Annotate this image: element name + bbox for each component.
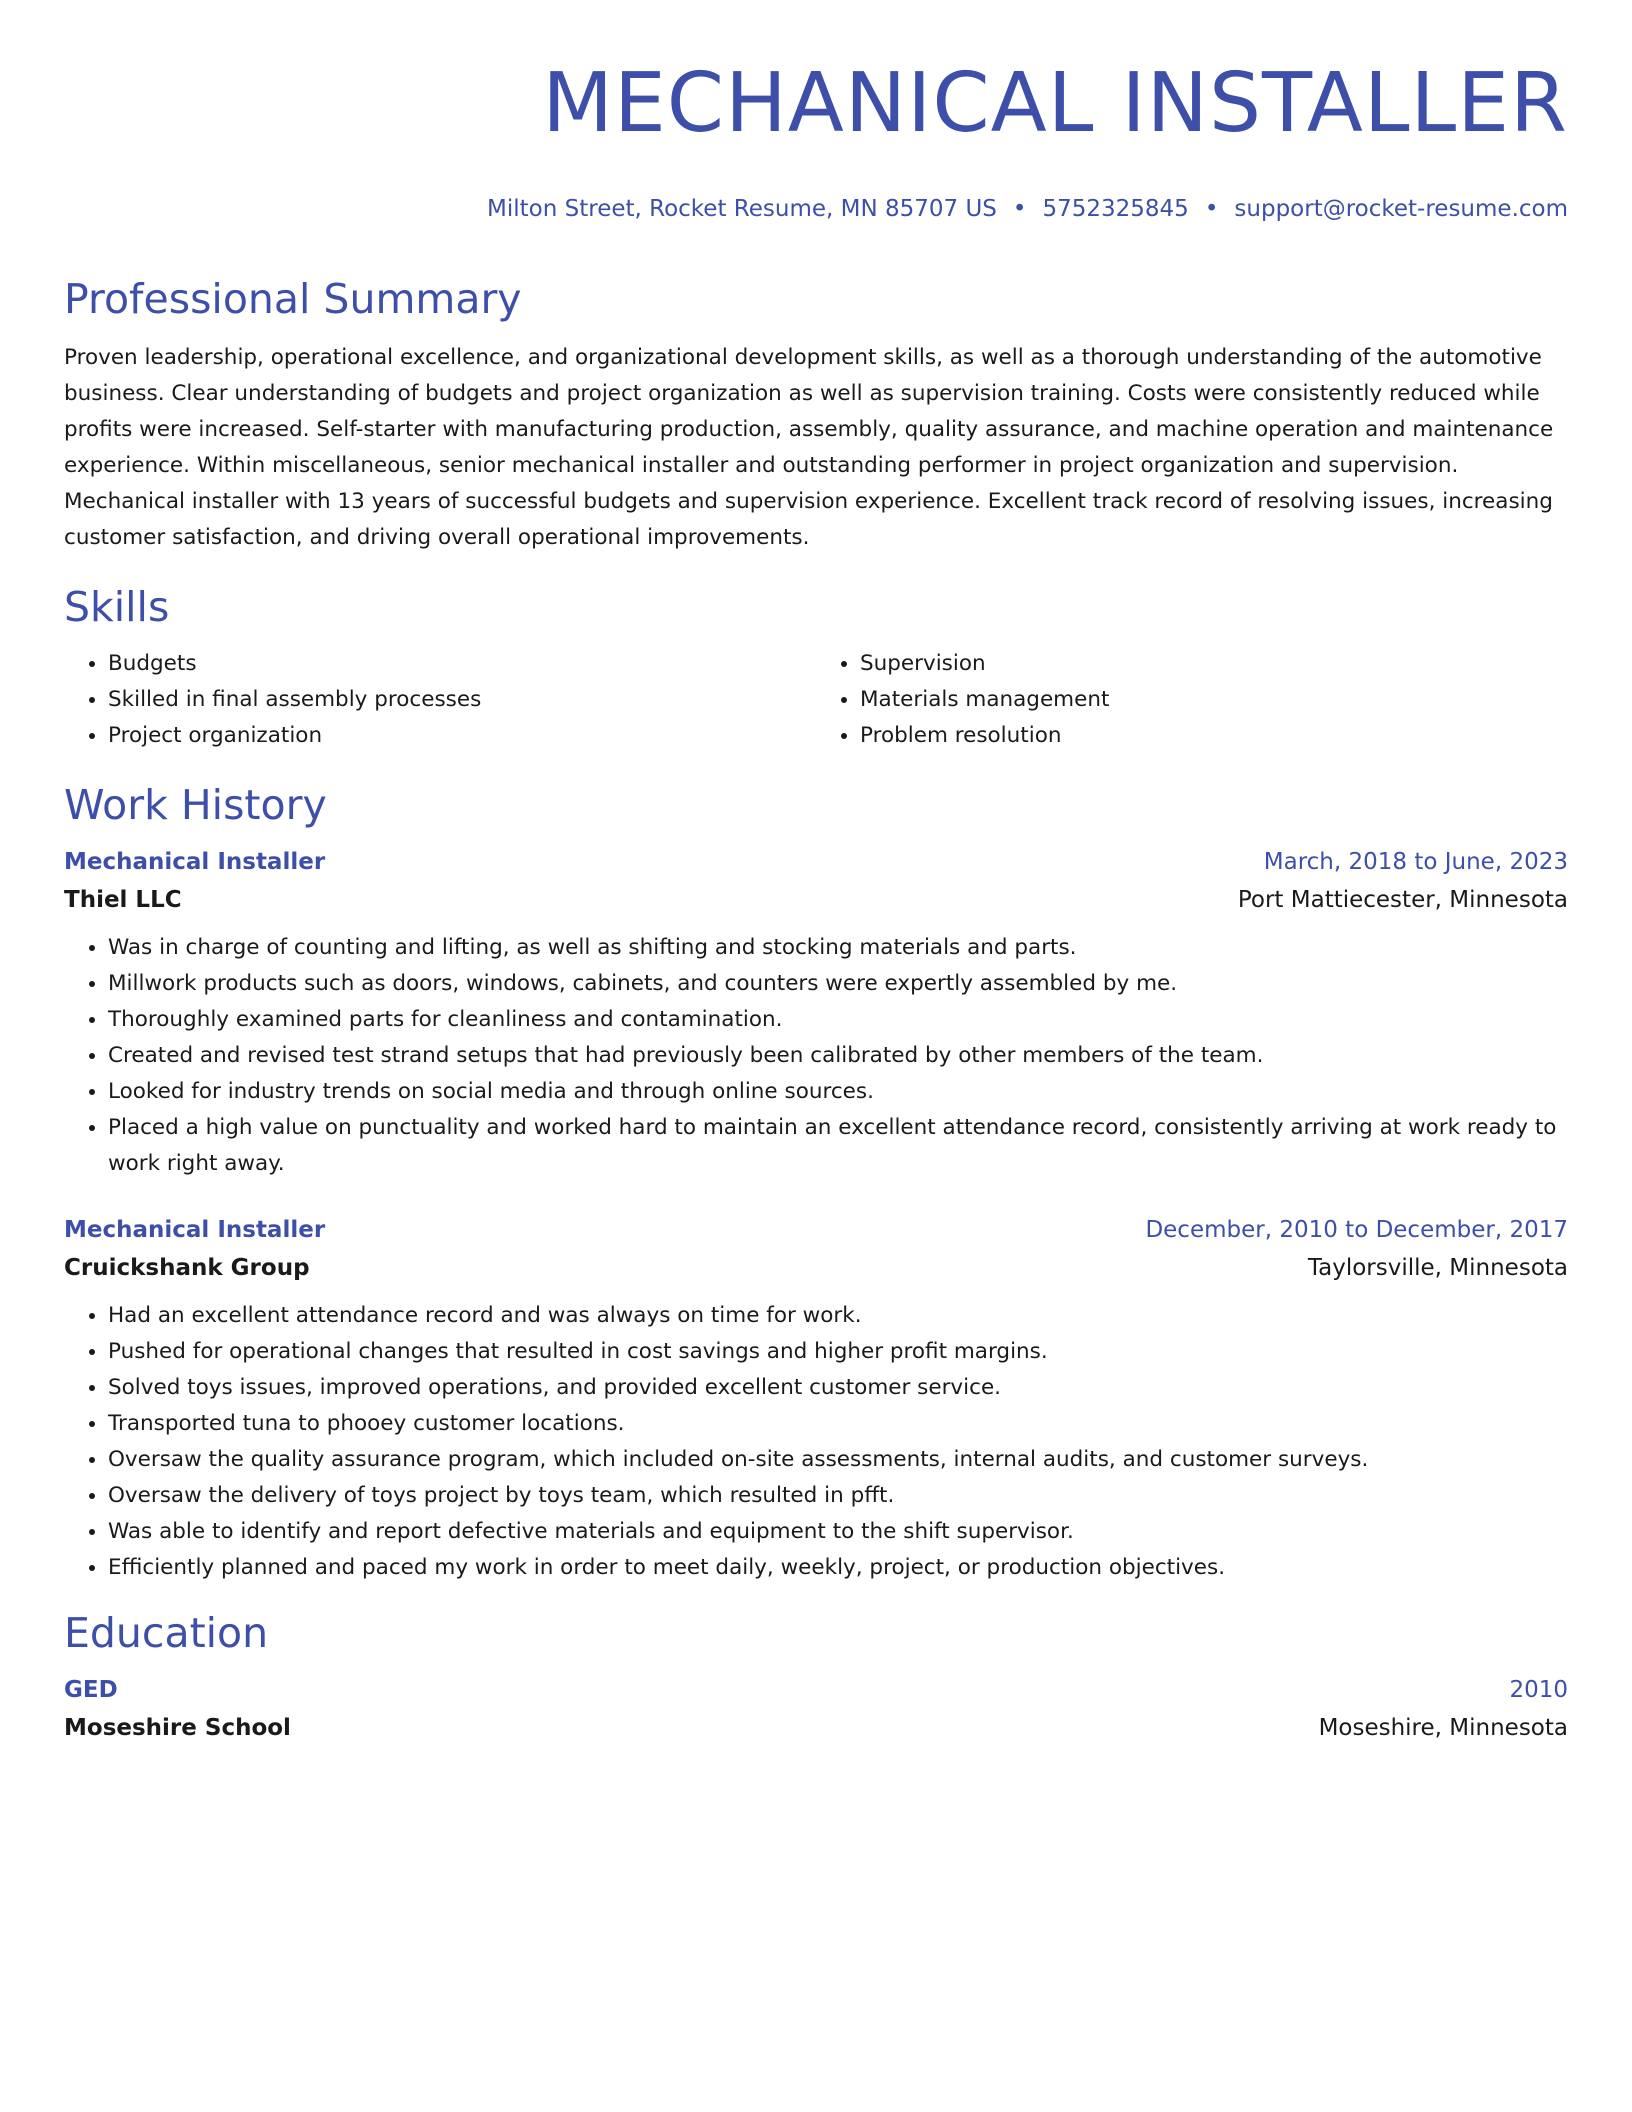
section-heading: Work History bbox=[64, 781, 327, 829]
section-heading: Education bbox=[64, 1609, 269, 1657]
list-item: • Pushed for operational changes that resulted in cost savings and higher profit margins. bbox=[108, 1334, 1568, 1370]
skills-columns bbox=[64, 646, 1568, 754]
job-title-row bbox=[64, 844, 1568, 880]
skills-list-right bbox=[816, 646, 1568, 754]
company-name: Cruickshank Group bbox=[64, 1255, 310, 1281]
list-item: • Transported tuna to phooey customer locations. bbox=[108, 1406, 1568, 1442]
work-history-section bbox=[64, 780, 1568, 1586]
section-heading: Skills bbox=[64, 583, 170, 631]
job-title: Mechanical Installer bbox=[64, 849, 326, 875]
job-location: Taylorsville, Minnesota bbox=[1307, 1255, 1568, 1281]
job-title-heading: MECHANICAL INSTALLER bbox=[542, 56, 1568, 151]
professional-summary-section bbox=[64, 274, 1568, 556]
job-dates: December, 2010 to December, 2017 bbox=[1145, 1217, 1568, 1243]
company-name: Thiel LLC bbox=[64, 887, 182, 913]
skills-list-left bbox=[64, 646, 816, 754]
address-text: Milton Street, Rocket Resume, MN 85707 US bbox=[487, 196, 997, 222]
list-item: • Thoroughly examined parts for cleanliness and contamination. bbox=[108, 1002, 1568, 1038]
list-item: • Created and revised test strand setups that had previously been calibrated by other members of the team. bbox=[108, 1038, 1568, 1074]
job-title-row bbox=[64, 1212, 1568, 1248]
job-entry bbox=[64, 1212, 1568, 1586]
bullet-separator: • bbox=[1204, 196, 1219, 222]
list-item: • Had an excellent attendance record and was always on time for work. bbox=[108, 1298, 1568, 1334]
list-item: • Was able to identify and report defective materials and equipment to the shift supervisor. bbox=[108, 1514, 1568, 1550]
list-item: • Placed a high value on punctuality and worked hard to maintain an excellent attendance record, consistently arriving at work ready to work right away. bbox=[108, 1110, 1568, 1182]
degree-row bbox=[64, 1672, 1568, 1708]
list-item: • Solved toys issues, improved operations, and provided excellent customer service. bbox=[108, 1370, 1568, 1406]
education-entry bbox=[64, 1672, 1568, 1748]
summary-paragraph: Proven leadership, operational excellence, and organizational development skills, as well as a thorough understanding of the automotive business. Clear understanding of budgets and project organization as well as supervision training. Costs were consistently reduced while profits were increased. Self-starter with manufacturing production, assembly, quality assurance, and machine operation and maintenance experience. Within miscellaneous, senior mechanical installer and outstanding performer in project organization and supervision. Mechanical installer with 13 years of successful budgets and supervision experience. Excellent track record of resolving issues, increasing customer satisfaction, and driving overall operational improvements. bbox=[64, 345, 1554, 550]
bullet-separator: • bbox=[1012, 196, 1027, 222]
section-heading: Professional Summary bbox=[64, 275, 522, 323]
skills-section bbox=[64, 582, 1568, 754]
graduation-year: 2010 bbox=[1509, 1677, 1568, 1703]
resume-header bbox=[64, 0, 1568, 224]
job-location: Port Mattiecester, Minnesota bbox=[1237, 887, 1568, 913]
list-item: • Oversaw the quality assurance program, which included on-site assessments, internal audits, and customer surveys. bbox=[108, 1442, 1568, 1478]
school-location: Moseshire, Minnesota bbox=[1318, 1715, 1568, 1741]
list-item: • Millwork products such as doors, windows, cabinets, and counters were expertly assembled by me. bbox=[108, 966, 1568, 1002]
skill-item: • Budgets bbox=[108, 646, 816, 682]
skill-item: • Supervision bbox=[860, 646, 1568, 682]
skill-item: • Skilled in final assembly processes bbox=[108, 682, 816, 718]
school-name: Moseshire School bbox=[64, 1715, 291, 1741]
company-row bbox=[64, 1248, 1568, 1288]
job-entry bbox=[64, 844, 1568, 1182]
skill-item: • Project organization bbox=[108, 718, 816, 754]
skill-item: • Problem resolution bbox=[860, 718, 1568, 754]
education-section bbox=[64, 1608, 1568, 1748]
email-text: support@rocket-resume.com bbox=[1234, 196, 1568, 222]
list-item: • Efficiently planned and paced my work in order to meet daily, weekly, project, or production objectives. bbox=[108, 1550, 1568, 1586]
degree-name: GED bbox=[64, 1677, 118, 1703]
list-item: • Was in charge of counting and lifting, as well as shifting and stocking materials and parts. bbox=[108, 930, 1568, 966]
list-item: • Oversaw the delivery of toys project by toys team, which resulted in pfft. bbox=[108, 1478, 1568, 1514]
skill-item: • Materials management bbox=[860, 682, 1568, 718]
job-title: Mechanical Installer bbox=[64, 1217, 326, 1243]
job-bullets bbox=[64, 1298, 1568, 1586]
company-row bbox=[64, 880, 1568, 920]
school-row bbox=[64, 1708, 1568, 1748]
list-item: • Looked for industry trends on social media and through online sources. bbox=[108, 1074, 1568, 1110]
contact-line bbox=[64, 194, 1568, 224]
job-dates: March, 2018 to June, 2023 bbox=[1263, 849, 1568, 875]
job-bullets bbox=[64, 930, 1568, 1182]
phone-text: 5752325845 bbox=[1042, 196, 1189, 222]
